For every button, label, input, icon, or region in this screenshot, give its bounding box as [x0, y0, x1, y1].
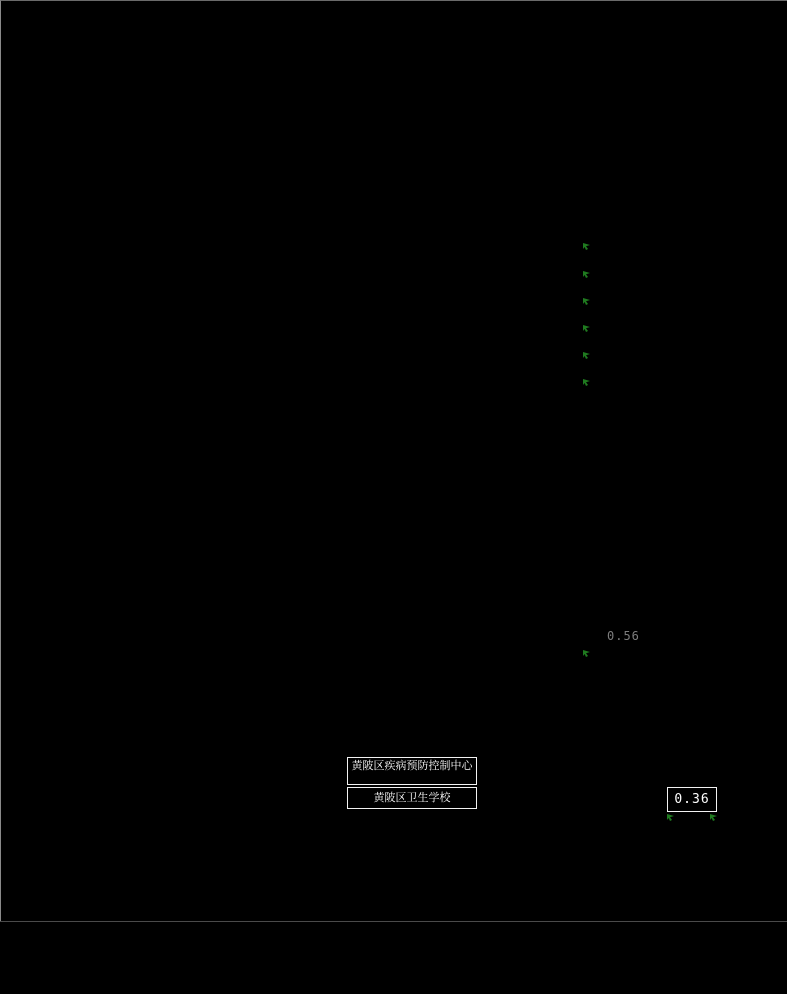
- green-arrow-marker: [667, 814, 674, 821]
- page-bottom-rule: [0, 921, 787, 922]
- data-value-bottom: 0.36: [667, 787, 717, 812]
- green-arrow-marker: [583, 352, 590, 359]
- green-arrow-marker: [710, 814, 717, 821]
- category-label-school: 黄陂区卫生学校: [347, 787, 477, 809]
- data-value-top: 0.56: [607, 629, 640, 643]
- green-arrow-marker: [583, 379, 590, 386]
- green-arrow-marker: [583, 325, 590, 332]
- green-arrow-marker: [583, 271, 590, 278]
- green-arrow-marker: [583, 298, 590, 305]
- green-arrow-marker: [583, 650, 590, 657]
- category-label-cdc: 黄陂区疾病预防控制中心: [347, 757, 477, 785]
- green-arrow-marker: [583, 243, 590, 250]
